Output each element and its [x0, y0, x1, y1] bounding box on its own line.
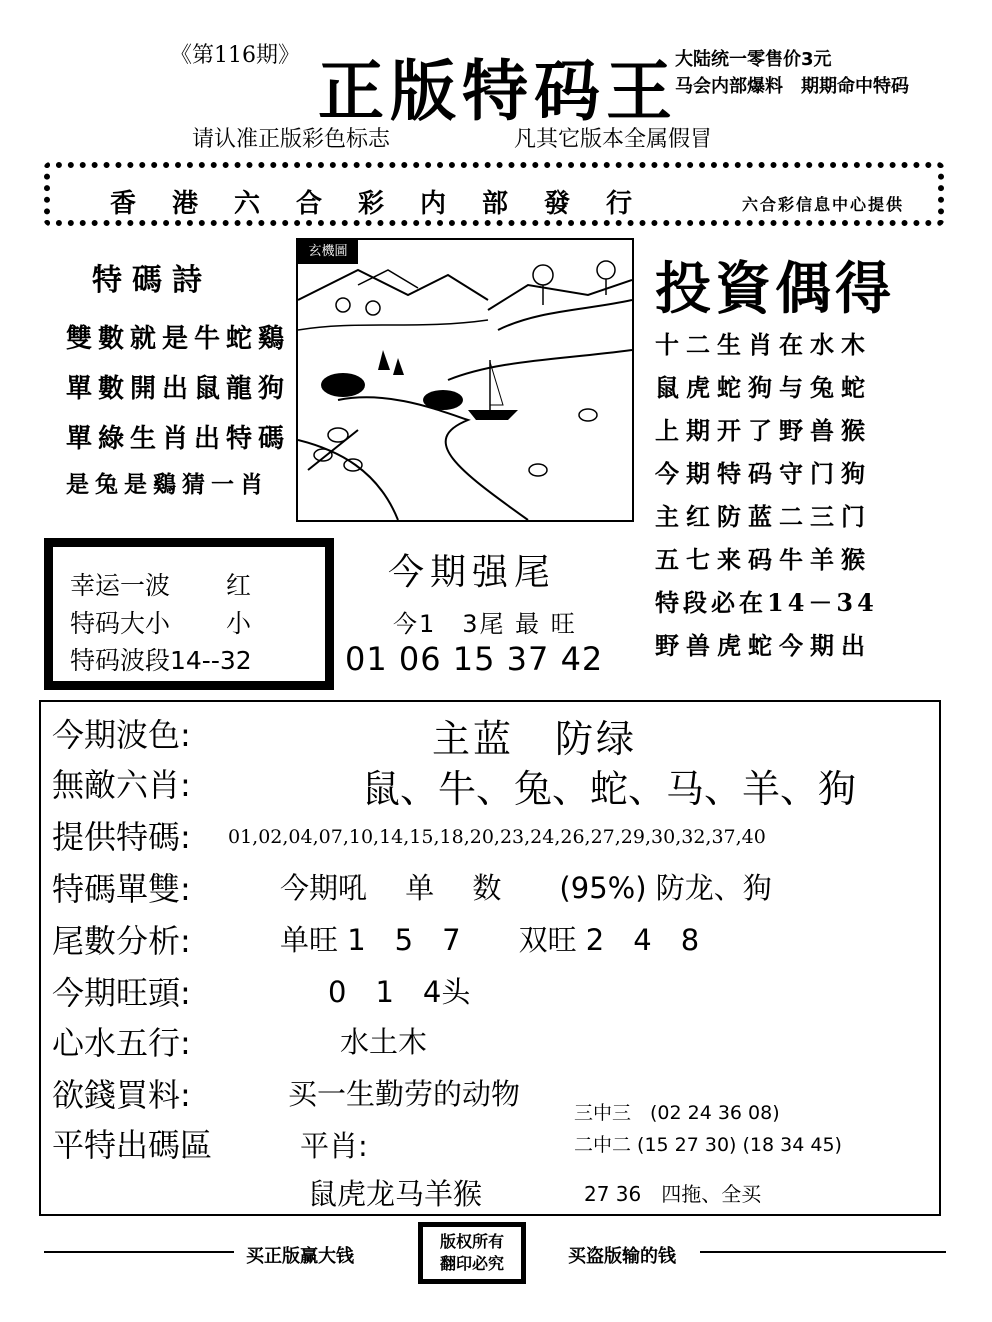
price-text: 大陆统一零售价3元: [675, 49, 832, 70]
row-value: 平肖:: [300, 1129, 368, 1163]
price-info: [675, 46, 909, 100]
tail-title: 今期强尾: [388, 552, 557, 593]
row-label: 心水五行:: [52, 1024, 191, 1062]
stamp-line-1: 版权所有: [439, 1232, 504, 1251]
poem-line: 是兔是鷄猜一肖: [66, 471, 269, 498]
er-zhong-er: 二中二 (15 27 30) (18 34 45): [574, 1134, 842, 1156]
tail-numbers: 01 06 15 37 42: [345, 640, 604, 678]
san-zhong-san: 三中三 (02 24 36 08): [574, 1102, 780, 1124]
banner-title: 香港六合彩内部發行: [110, 189, 669, 219]
poem-title: 特碼詩: [92, 263, 212, 298]
invest-line: 上期开了野兽猴: [655, 416, 872, 445]
lucky-size-label: 特码大小: [70, 609, 171, 638]
footer-right-text: 买盗版输的钱: [568, 1246, 676, 1267]
row-label: 今期波色:: [52, 716, 191, 754]
invest-line: 今期特码守门狗: [655, 459, 872, 488]
row-value: 单旺 1 5 7 双旺 2 4 8: [280, 923, 700, 957]
footer-left-text: 买正版赢大钱: [246, 1246, 354, 1267]
poem-line: 雙數就是牛蛇鷄: [66, 324, 291, 354]
row-label: 今期旺頭:: [52, 974, 191, 1012]
tail-subtitle: 今1 3尾 最 旺: [393, 610, 577, 638]
row-label: 提供特碼:: [52, 818, 191, 856]
footer-divider-left: [44, 1251, 234, 1253]
invest-title: 投資偶得: [655, 256, 895, 322]
row-label: 特碼單雙:: [52, 870, 191, 908]
copyright-stamp: [418, 1222, 526, 1284]
picture-badge: 玄機圖: [298, 240, 358, 264]
invest-line: 主红防蓝二三门: [655, 502, 872, 531]
poem-line: 單數開出鼠龍狗: [66, 374, 291, 404]
banner-source: 六合彩信息中心提供: [742, 195, 905, 214]
slogan-text: 马会内部爆料 期期命中特码: [675, 76, 909, 97]
row-value: 主蓝 防绿: [432, 717, 638, 761]
invest-line: 鼠虎蛇狗与兔蛇: [655, 373, 872, 402]
row-value: 01,02,04,07,10,14,15,18,20,23,24,26,27,29,30,32,37,40: [228, 826, 766, 848]
issue-number: 《第116期》: [170, 43, 300, 68]
invest-line: 五七来码牛羊猴: [655, 545, 872, 574]
poem-line: 單綠生肖出特碼: [66, 424, 291, 454]
lucky-size-value: 小: [226, 609, 252, 638]
tuo-numbers: 27 36 四拖、全买: [584, 1182, 762, 1206]
invest-line: 十二生肖在水木: [655, 330, 872, 359]
auth-right: 凡其它版本全属假冒: [514, 127, 713, 152]
stamp-line-2: 翻印必究: [439, 1254, 504, 1273]
lucky-range: 特码波段14--32: [70, 646, 252, 675]
row-label: 尾數分析:: [52, 922, 191, 960]
row-label: 平特出碼區: [52, 1126, 213, 1164]
auth-left: 请认准正版彩色标志: [192, 127, 391, 152]
row-value: 鼠、牛、兔、蛇、马、羊、狗: [362, 767, 857, 811]
row-label: 欲錢買料:: [52, 1076, 191, 1114]
footer-divider-right: [700, 1251, 946, 1253]
row-label: 無敵六肖:: [52, 766, 191, 804]
zodiac-list: 鼠虎龙马羊猴: [308, 1177, 483, 1211]
page-title: 正版特码王: [318, 53, 678, 130]
row-value: 买一生勤劳的动物: [288, 1077, 521, 1111]
landscape-drawing: [298, 240, 632, 520]
lucky-wave-label: 幸运一波: [70, 571, 171, 600]
invest-line: 特段必在14－34: [655, 588, 878, 617]
row-value: 0 1 4头: [328, 975, 471, 1009]
row-value: 水土木: [340, 1025, 428, 1059]
row-value: 今期吼 单 数 (95%) 防龙、狗: [280, 871, 772, 905]
landscape-illustration: [296, 238, 634, 522]
invest-line: 野兽虎蛇今期出: [655, 631, 872, 660]
lucky-wave-value: 红: [226, 571, 252, 600]
